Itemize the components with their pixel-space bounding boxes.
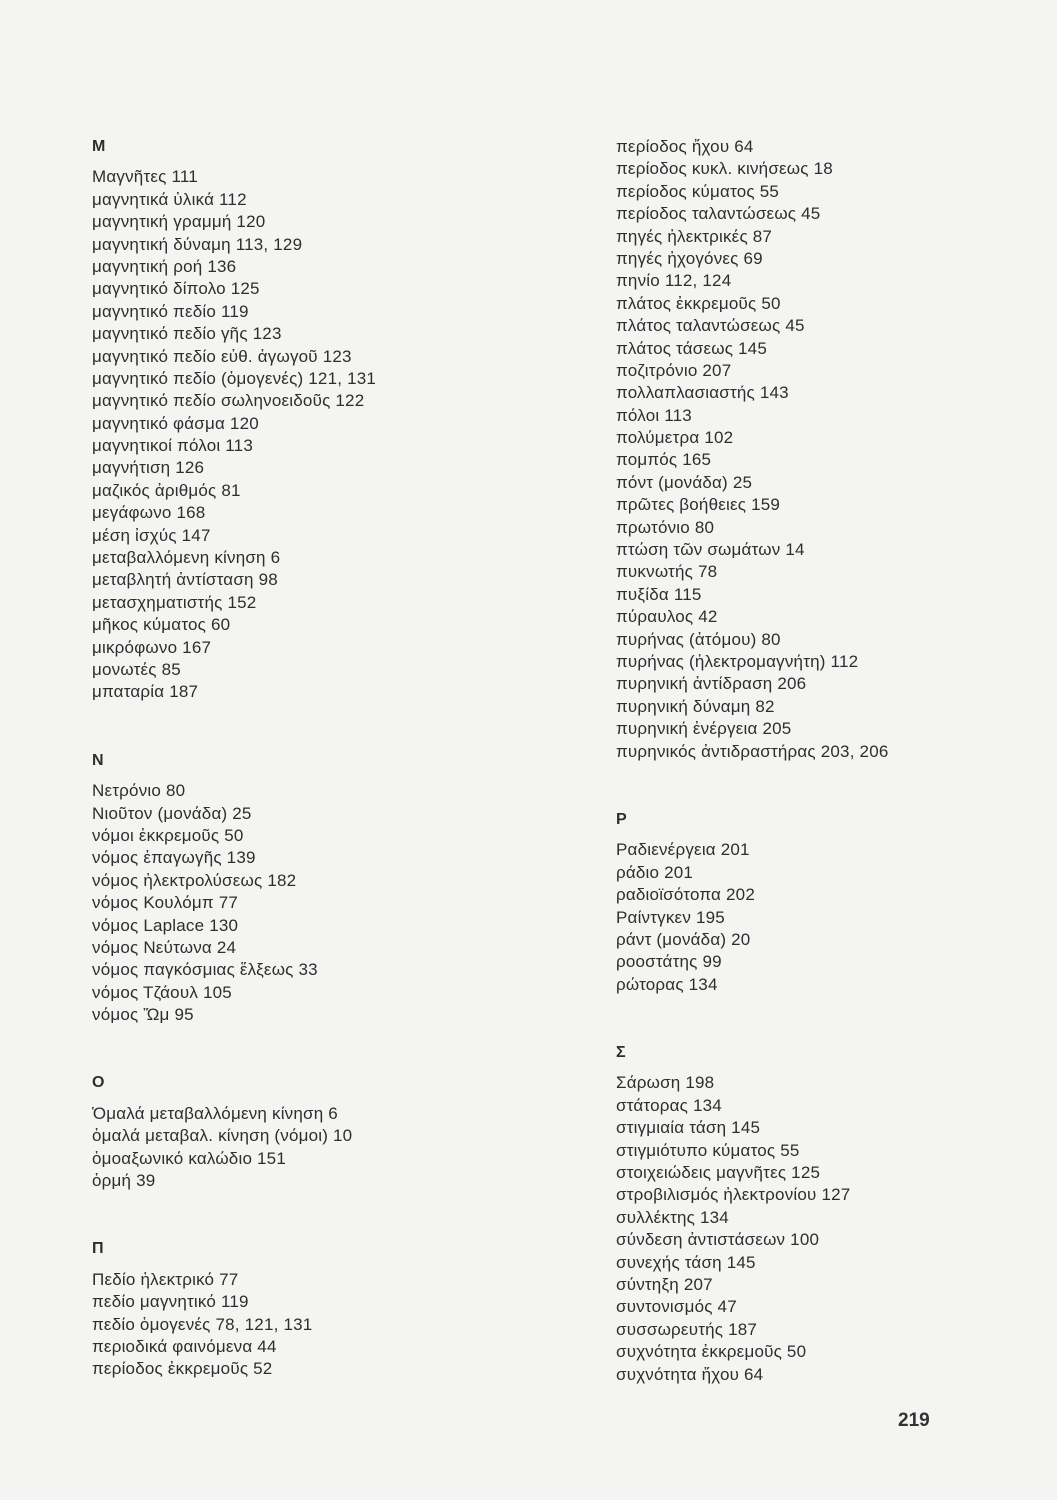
index-entry: νόμος Κουλόμπ 77 xyxy=(92,893,239,913)
index-entry: ὁμαλά μεταβαλ. κίνηση (νόμοι) 10 xyxy=(92,1126,353,1146)
index-entry: μεγάφωνο 168 xyxy=(92,503,206,523)
index-entry: πυκνωτής 78 xyxy=(616,562,718,582)
index-entry: συνεχής τάση 145 xyxy=(616,1252,756,1272)
index-entry: πυρηνική δύναμη 82 xyxy=(616,696,775,716)
section-gap xyxy=(92,1026,552,1072)
index-entry: πεδίο ὁμογενές 78, 121, 131 xyxy=(92,1314,313,1334)
index-entry: νόμος Τζάουλ 105 xyxy=(92,982,232,1002)
index-entry: πηγές ἠχογόνες 69 xyxy=(616,248,763,268)
index-entry: μικρόφωνο 167 xyxy=(92,637,212,657)
index-entry: νόμος Laplace 130 xyxy=(92,915,239,935)
index-entry: συντονισμός 47 xyxy=(616,1297,737,1317)
index-entry: περίοδος κυκλ. κινήσεως 18 xyxy=(616,159,833,179)
index-entry: περιοδικά φαινόμενα 44 xyxy=(92,1336,277,1356)
index-entry: νόμος Νεύτωνα 24 xyxy=(92,937,237,957)
index-entry: μαγνητικό πεδίο γῆς 123 xyxy=(92,324,282,344)
index-entry: πλάτος ταλαντώσεως 45 xyxy=(616,316,805,336)
index-entry: περίοδος ἐκκρεμοῦς 52 xyxy=(92,1359,273,1379)
index-entry: μαγνητικό πεδίο 119 xyxy=(92,301,249,321)
index-entry: μαγνητικά ὑλικά 112 xyxy=(92,189,247,209)
index-entry: πύραυλος 42 xyxy=(616,607,718,627)
section-letter-heading: Ν xyxy=(92,751,104,769)
index-entry: νόμος Ὤμ 95 xyxy=(92,1005,194,1025)
index-entry: πυρηνικός ἀντιδραστήρας 203, 206 xyxy=(616,741,889,761)
index-entry: πυξίδα 115 xyxy=(616,584,702,604)
index-entry: στάτορας 134 xyxy=(616,1095,722,1115)
index-entry: πυρηνική ἐνέργεια 205 xyxy=(616,719,792,739)
index-entry: μπαταρία 187 xyxy=(92,682,199,702)
section-gap xyxy=(616,996,1036,1042)
index-section xyxy=(616,1042,1036,1386)
index-entry: Σάρωση 198 xyxy=(616,1073,715,1093)
index-entry: ρώτορας 134 xyxy=(616,974,718,994)
index-entry: μαζικός ἀριθμός 81 xyxy=(92,480,241,500)
index-section xyxy=(616,809,1036,996)
index-entry: πόντ (μονάδα) 25 xyxy=(616,472,753,492)
section-gap xyxy=(616,763,1036,809)
index-entry: πεδίο μαγνητικό 119 xyxy=(92,1292,249,1312)
index-entry: συσσωρευτής 187 xyxy=(616,1319,758,1339)
index-entry: σύνδεση ἀντιστάσεων 100 xyxy=(616,1230,820,1250)
index-entry: περίοδος ἤχου 64 xyxy=(616,137,754,156)
index-entry: μεταβλητή ἀντίσταση 98 xyxy=(92,570,278,590)
index-entry: μαγνητικό πεδίο εὐθ. ἀγωγοῦ 123 xyxy=(92,346,352,366)
section-letter-heading: Σ xyxy=(616,1044,626,1062)
index-entry: ροοστάτης 99 xyxy=(616,952,722,972)
index-entry: νόμος ἠλεκτρολύσεως 182 xyxy=(92,870,297,890)
index-section xyxy=(92,750,552,1027)
index-entry: στροβιλισμός ἠλεκτρονίου 127 xyxy=(616,1185,851,1205)
index-entry: μαγνητικό πεδίο σωληνοειδοῦς 122 xyxy=(92,391,365,411)
index-entry: πολύμετρα 102 xyxy=(616,428,734,448)
section-gap xyxy=(92,1192,552,1238)
index-section xyxy=(92,136,552,704)
index-entry: ραδιοϊσότοπα 202 xyxy=(616,885,755,905)
index-entry: νόμος παγκόσμιας ἕλξεως 33 xyxy=(92,960,318,980)
index-entry: ὁμοαξωνικό καλώδιο 151 xyxy=(92,1148,286,1168)
index-entry: ράδιο 201 xyxy=(616,862,694,882)
index-entry: πυρήνας (ἠλεκτρομαγνήτη) 112 xyxy=(616,651,859,671)
index-entry: πόλοι 113 xyxy=(616,405,692,425)
index-entry: πυρήνας (ἀτόμου) 80 xyxy=(616,629,781,649)
index-entry: περίοδος ταλαντώσεως 45 xyxy=(616,204,821,224)
index-entry: πυρηνική ἀντίδραση 206 xyxy=(616,674,807,694)
index-entry: Μαγνῆτες 111 xyxy=(92,167,198,187)
index-entry: ποζιτρόνιο 207 xyxy=(616,360,732,380)
index-entry: συχνότητα ἐκκρεμοῦς 50 xyxy=(616,1342,807,1362)
section-gap xyxy=(92,704,552,750)
index-entry: σύντηξη 207 xyxy=(616,1274,713,1294)
index-entry: νόμοι ἐκκρεμοῦς 50 xyxy=(92,825,244,845)
index-entry: νόμος ἐπαγωγῆς 139 xyxy=(92,848,256,868)
index-entry: πολλαπλασιαστής 143 xyxy=(616,383,789,403)
index-entry: Νετρόνιο 80 xyxy=(92,781,186,801)
index-entry: μῆκος κύματος 60 xyxy=(92,615,231,635)
index-entry: μετασχηματιστής 152 xyxy=(92,592,257,612)
index-entry: πρῶτες βοήθειες 159 xyxy=(616,495,781,515)
index-entry: περίοδος κύματος 55 xyxy=(616,181,780,201)
page-number: 219 xyxy=(898,1410,930,1431)
index-section xyxy=(616,136,1036,763)
section-letter-heading: Μ xyxy=(92,138,106,155)
index-entry: μονωτές 85 xyxy=(92,659,181,679)
index-entry: στιγμιαία τάση 145 xyxy=(616,1118,761,1138)
index-entry: στιγμιότυπο κύματος 55 xyxy=(616,1140,800,1160)
index-entry: μαγνητικό δίπολο 125 xyxy=(92,279,260,299)
index-entry: πλάτος τάσεως 145 xyxy=(616,338,767,358)
index-entry: μέση ἰσχύς 147 xyxy=(92,525,211,545)
index-section xyxy=(92,1238,552,1380)
index-entry: Ραίντγκεν 195 xyxy=(616,907,725,927)
index-entry: ράντ (μονάδα) 20 xyxy=(616,929,751,949)
index-entry: μεταβαλλόμενη κίνηση 6 xyxy=(92,548,281,568)
left-column xyxy=(92,136,552,1381)
index-entry: πηνίο 112, 124 xyxy=(616,271,732,291)
index-section xyxy=(92,1072,552,1192)
index-entry: Ραδιενέργεια 201 xyxy=(616,840,750,860)
right-column xyxy=(616,136,1036,1386)
index-entry: στοιχειώδεις μαγνῆτες 125 xyxy=(616,1163,821,1183)
index-entry: συχνότητα ἤχου 64 xyxy=(616,1364,764,1384)
index-entry: συλλέκτης 134 xyxy=(616,1207,729,1227)
index-entry: μαγνητικό φάσμα 120 xyxy=(92,413,259,433)
index-entry: ὁρμή 39 xyxy=(92,1171,156,1191)
index-entry: πηγές ἠλεκτρικές 87 xyxy=(616,226,773,246)
index-entry: μαγνητική ροή 136 xyxy=(92,256,237,276)
section-letter-heading: Ο xyxy=(92,1074,105,1092)
section-letter-heading: Ρ xyxy=(616,810,627,828)
index-entry: πλάτος ἐκκρεμοῦς 50 xyxy=(616,293,781,313)
index-entry: μαγνητική γραμμή 120 xyxy=(92,212,266,232)
index-entry: μαγνήτιση 126 xyxy=(92,458,205,478)
index-entry: Ὁμαλά μεταβαλλόμενη κίνηση 6 xyxy=(92,1103,338,1123)
index-entry: πτώση τῶν σωμάτων 14 xyxy=(616,540,805,560)
section-letter-heading: Π xyxy=(92,1240,104,1258)
index-entry: μαγνητικό πεδίο (ὁμογενές) 121, 131 xyxy=(92,368,377,388)
index-entry: μαγνητικοί πόλοι 113 xyxy=(92,436,253,456)
index-entry: πρωτόνιο 80 xyxy=(616,517,715,537)
index-entry: μαγνητική δύναμη 113, 129 xyxy=(92,234,303,254)
index-entry: πομπός 165 xyxy=(616,450,712,470)
index-entry: Πεδίο ἠλεκτρικό 77 xyxy=(92,1269,239,1289)
index-entry: Νιοῦτον (μονάδα) 25 xyxy=(92,803,252,823)
